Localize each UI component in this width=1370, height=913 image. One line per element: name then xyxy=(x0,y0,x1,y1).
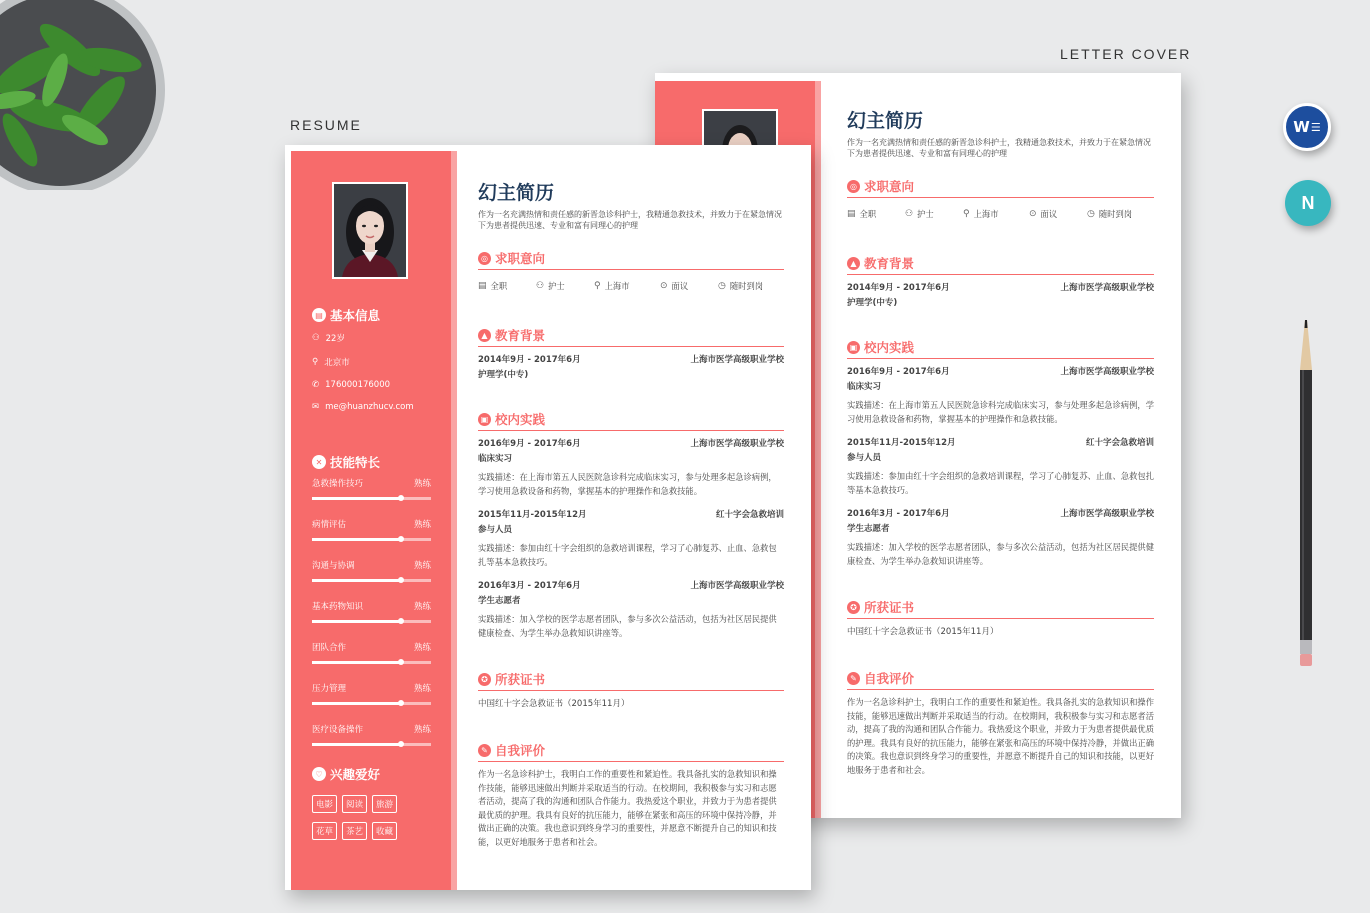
phone-item: ✆ 176000176000 xyxy=(312,380,391,390)
building-icon: ▣ xyxy=(847,341,860,354)
resume-intro: 作为一名充满热情和责任感的新晋急诊科护士，我精通急救技术，并致力于在紧急情况下为患者提供迅速、专业和富有同理心的护理 xyxy=(478,210,782,230)
hobby-tag: 茶艺 xyxy=(342,822,367,840)
graduation-icon: ▲ xyxy=(847,257,860,270)
skill-name: 急救操作技巧 xyxy=(312,479,364,489)
skills-title: 技能特长 xyxy=(330,455,381,470)
cover-practice-section: ▣ 校内实践 2016年9月 - 2017年6月 上海市医学高级职业学校 临床实习 实践描述：在上海市第五人民医院急诊科完成临床实习，参与处理多起急诊病例，学习使用急救设备和药物，掌握基本的护理操作和急救技能。 2015年11月-2015年12月 红十字会急救培训 参与人员 实践描述：参加由红十字会组织的急救培训课程，学习了心肺复苏、止血、急救包扎等基本急救技巧。 2016年3月 - 2017年6月 上海市医学高级职业学校 学生志愿者 实践描述：加入学校的医学志愿者团队，参与多次公益活动，包括为社区居民提供健康检查、为学生举办急救知识讲座等。 xyxy=(847,340,1154,566)
cover-edu-section: ▲ 教育背景 2014年9月 - 2017年6月 上海市医学高级职业学校 护理学(中专) xyxy=(847,256,1154,308)
cover-intent-start: ◷ 随时到岗 xyxy=(1087,209,1133,219)
hobbies-section xyxy=(312,765,432,840)
user-icon: ⚇ xyxy=(312,333,320,343)
skill-level: 熟练 xyxy=(413,643,431,653)
certificate-icon: ✪ xyxy=(847,601,860,614)
skill-bar xyxy=(312,702,431,705)
skill-name: 沟通与协调 xyxy=(312,561,355,571)
pencil-image xyxy=(1290,320,1330,680)
practice-date: 2015年11月-2015年12月 xyxy=(478,510,587,520)
heart-icon: ♡ xyxy=(312,767,326,781)
clock-icon: ◷ xyxy=(1087,209,1095,219)
practice-date: 2016年9月 - 2017年6月 xyxy=(478,439,581,449)
eval-text: 作为一名急诊科护士，我明白工作的重要性和紧迫性。我具备扎实的急救知识和操作技能，能够迅速做出判断并采取适当的行动。在校期间，我积极参与实习和志愿者活动，提高了我的沟通和团队合作能力。我热爱这个职业，并致力于为患者提供最优质的护理。我具有良好的抗压能力，能够在紧张和高压的环境中保持冷静，并做出正确的决策。我也意识到终身学习的重要性，并愿意不断提升自己的知识和技能，以更好地服务于患者和社会。 xyxy=(478,769,777,847)
cert-text: 中国红十字会急救证书（2015年11月） xyxy=(478,699,630,709)
skill-item xyxy=(312,600,431,623)
certificate-icon: ✪ xyxy=(478,673,491,686)
user-icon: ⚇ xyxy=(905,209,914,219)
intent-section xyxy=(478,249,784,292)
target-icon: ◎ xyxy=(478,252,491,265)
edu-major: 护理学(中专) xyxy=(478,370,529,380)
skill-level: 熟练 xyxy=(413,520,431,530)
resume-name: 幻主简历 xyxy=(478,182,555,204)
basic-info-title: 基本信息 xyxy=(330,308,381,323)
cover-eval-section: ✎ 自我评价 作为一名急诊科护士，我明白工作的重要性和紧迫性。我具备扎实的急救知识和操作技能，能够迅速做出判断并采取适当的行动。在校期间，我积极参与实习和志愿者活动，提高了我的沟通和团队合作能力。我热爱这个职业，并致力于为患者提供最优质的护理。我具有良好的抗压能力，能够在紧张和高压的环境中保持冷静，并做出正确的决策。我也意识到终身学习的重要性，并愿意不断提升自己的知识和技能，以更好地服务于患者和社会。 xyxy=(847,671,1154,775)
cover-intent-title: 求职意向 xyxy=(864,179,915,194)
skill-level: 熟练 xyxy=(413,725,431,735)
skill-item xyxy=(312,723,431,746)
skill-level: 熟练 xyxy=(413,684,431,694)
skill-level: 熟练 xyxy=(413,602,431,612)
skill-bar xyxy=(312,538,431,541)
skill-bar xyxy=(312,661,431,664)
practice-org: 上海市医学高级职业学校 xyxy=(690,439,784,449)
intent-type: ▤ 全职 xyxy=(478,281,508,291)
resume-sidebar-strip xyxy=(451,151,457,890)
hobbies-title: 兴趣爱好 xyxy=(330,767,381,782)
skill-name: 压力管理 xyxy=(312,684,347,694)
intent-salary: ⊙ 面议 xyxy=(660,281,689,291)
practice-role: 临床实习 xyxy=(478,454,513,464)
list-icon: ▤ xyxy=(478,281,487,291)
user-icon: ⚇ xyxy=(536,281,545,291)
location-icon: ⚲ xyxy=(963,209,970,219)
cover-intent-role: ⚇ 护士 xyxy=(905,209,934,219)
skill-item xyxy=(312,518,431,541)
coin-icon: ⊙ xyxy=(660,281,668,291)
cover-intent-salary: ⊙ 面议 xyxy=(1029,209,1058,219)
practice-org: 红十字会急救培训 xyxy=(715,510,784,520)
pencil-icon: ✎ xyxy=(847,672,860,685)
location-icon: ⚲ xyxy=(312,357,319,367)
education-title: 教育背景 xyxy=(495,328,546,343)
edu-school: 上海市医学高级职业学校 xyxy=(690,355,784,365)
tools-icon: ✕ xyxy=(312,455,326,469)
skill-item xyxy=(312,682,431,705)
intent-start: ◷ 随时到岗 xyxy=(718,281,764,291)
hobby-tag: 旅游 xyxy=(372,795,397,813)
target-icon: ◎ xyxy=(847,180,860,193)
practice-section xyxy=(478,410,784,640)
hobby-tag: 花草 xyxy=(312,822,337,840)
education-section xyxy=(478,326,784,380)
clock-icon: ◷ xyxy=(718,281,726,291)
intent-role: ⚇ 护士 xyxy=(536,281,565,291)
skill-name: 基本药物知识 xyxy=(312,602,364,612)
cover-intent-section xyxy=(847,177,1154,220)
age-item: ⚇ 22岁 xyxy=(312,333,345,344)
phone-icon: ✆ xyxy=(312,380,320,390)
email-item: ✉ me@huanzhucv.com xyxy=(312,402,414,412)
skill-bar xyxy=(312,497,431,500)
cover-sidebar-strip xyxy=(815,81,821,818)
skill-item xyxy=(312,559,431,582)
practice-date: 2016年3月 - 2017年6月 xyxy=(478,581,581,591)
resume-label: RESUME xyxy=(290,117,362,133)
graduation-icon: ▲ xyxy=(478,329,491,342)
skill-bar xyxy=(312,743,431,746)
eval-title: 自我评价 xyxy=(495,743,546,758)
basic-info-section xyxy=(312,306,432,412)
skill-item xyxy=(312,477,431,500)
skill-level: 熟练 xyxy=(413,479,431,489)
mail-icon: ✉ xyxy=(312,402,320,412)
practice-role: 学生志愿者 xyxy=(478,596,521,606)
hobby-tag: 电影 xyxy=(312,795,337,813)
skills-section xyxy=(312,453,431,746)
document-app-icon[interactable]: N xyxy=(1285,180,1331,226)
eval-section xyxy=(478,741,784,849)
cert-section xyxy=(478,670,784,709)
practice-desc: 实践描述：在上海市第五人民医院急诊科完成临床实习，参与处理多起急诊病例，学习使用急救设备和药物，掌握基本的护理操作和急救技能。 xyxy=(478,472,777,496)
skill-bar xyxy=(312,579,431,582)
cert-title: 所获证书 xyxy=(495,672,546,687)
skill-name: 病情评估 xyxy=(312,520,347,530)
plant-pot-image xyxy=(0,0,180,190)
edu-date: 2014年9月 - 2017年6月 xyxy=(478,355,581,365)
cover-label: LETTER COVER xyxy=(1060,46,1192,62)
practice-role: 参与人员 xyxy=(478,525,513,535)
skill-level: 熟练 xyxy=(413,561,431,571)
intent-city: ⚲ 上海市 xyxy=(594,281,630,291)
pencil-icon: ✎ xyxy=(478,744,491,757)
hobby-tag: 阅读 xyxy=(342,795,367,813)
city-item: ⚲ 北京市 xyxy=(312,357,350,368)
practice-org: 上海市医学高级职业学校 xyxy=(690,581,784,591)
cover-intent-city: ⚲ 上海市 xyxy=(963,209,999,219)
skill-bar xyxy=(312,620,431,623)
practice-desc: 实践描述：加入学校的医学志愿者团队，参与多次公益活动，包括为社区居民提供健康检查、为学生举办急救知识讲座等。 xyxy=(478,614,777,638)
practice-title: 校内实践 xyxy=(495,412,546,427)
list-icon: ▤ xyxy=(847,209,856,219)
skill-name: 团队合作 xyxy=(312,643,347,653)
coin-icon: ⊙ xyxy=(1029,209,1037,219)
intent-title: 求职意向 xyxy=(495,251,546,266)
resume-page xyxy=(285,145,811,890)
location-icon: ⚲ xyxy=(594,281,601,291)
id-card-icon: ▤ xyxy=(312,308,326,322)
skill-item xyxy=(312,641,431,664)
cover-cert-section: ✪ 所获证书 中国红十字会急救证书（2015年11月） xyxy=(847,598,1154,637)
hobby-tag: 收藏 xyxy=(372,822,397,840)
cover-name: 幻主简历 xyxy=(847,110,924,132)
skill-name: 医疗设备操作 xyxy=(312,725,364,735)
building-icon: ▣ xyxy=(478,413,491,426)
practice-desc: 实践描述：参加由红十字会组织的急救培训课程，学习了心肺复苏、止血、急救包扎等基本急救技巧。 xyxy=(478,543,777,567)
cover-intent-type: ▤ 全职 xyxy=(847,209,877,219)
profile-photo xyxy=(332,182,408,279)
word-app-icon[interactable]: W ☰ xyxy=(1283,103,1331,151)
cover-intro: 作为一名充满热情和责任感的新晋急诊科护士，我精通急救技术，并致力于在紧急情况下为患者提供迅速、专业和富有同理心的护理 xyxy=(847,138,1151,158)
